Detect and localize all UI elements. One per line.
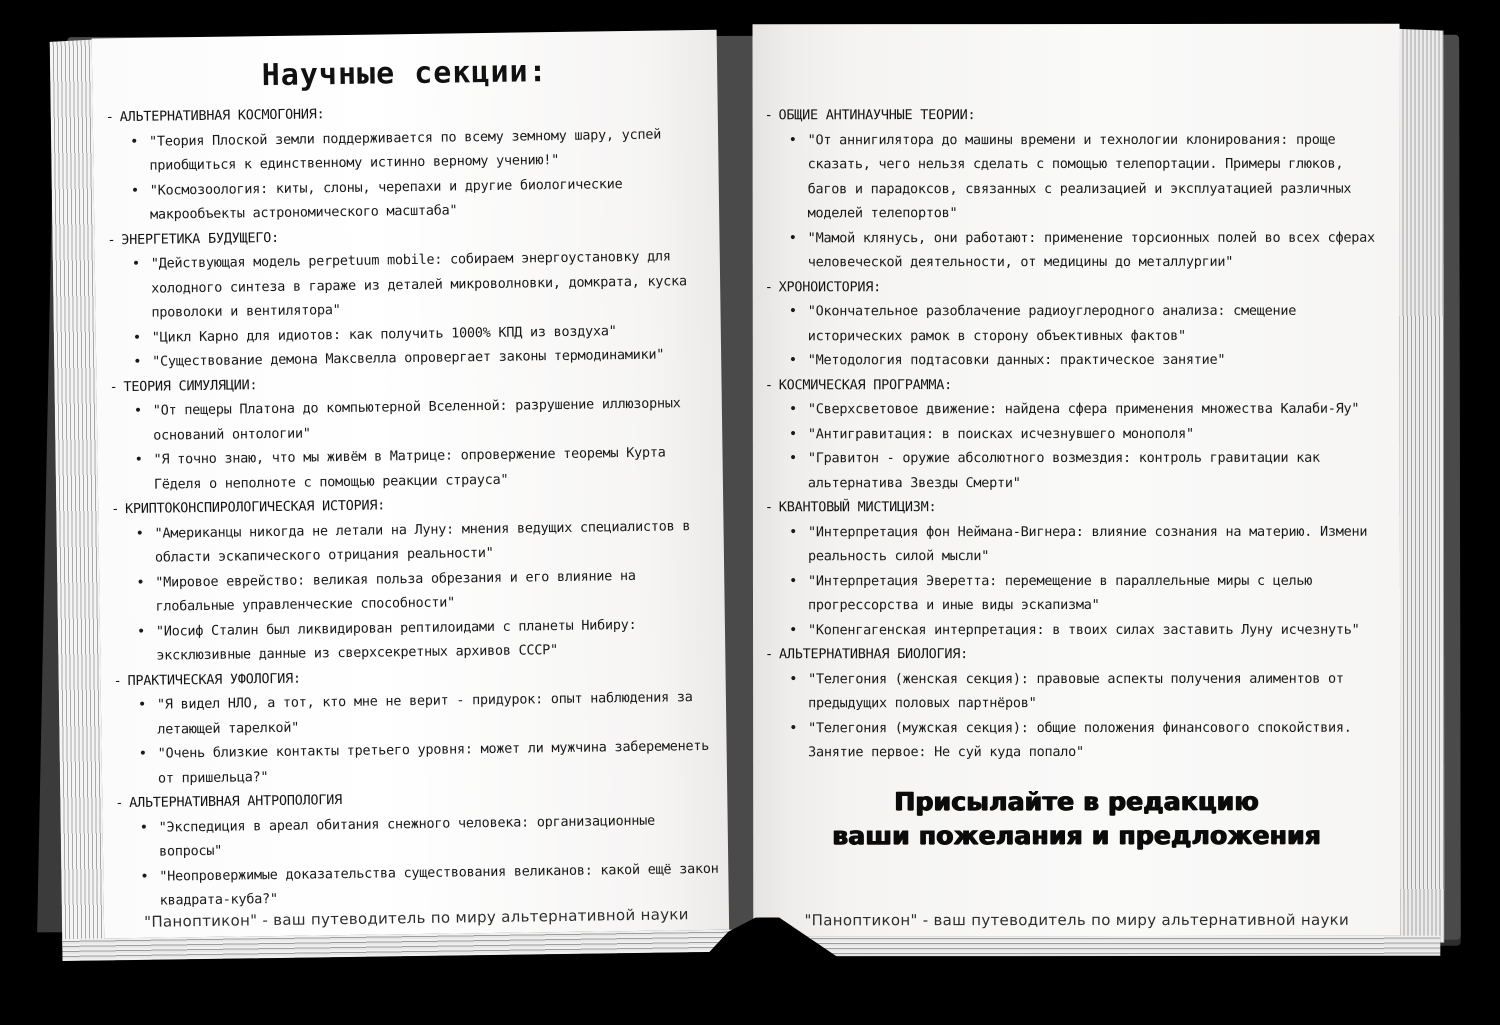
section-label [765, 103, 1390, 128]
call-to-action-line2: ваши пожелания и предложения [832, 820, 1322, 850]
section [109, 366, 717, 497]
section [765, 495, 1390, 643]
section-item-list [765, 127, 1390, 275]
section-label-text: ЭНЕРГЕТИКА БУДУЩЕГО: [121, 229, 280, 248]
page-title: Научные секции: [261, 54, 548, 94]
left-page-footer: "Паноптикон" - ваш путеводитель по миру альтернативной науки [144, 905, 689, 931]
section-item-list [765, 299, 1390, 373]
right-page-sections [752, 24, 1400, 765]
talk-item: • "Антигравитация: в поисках исчезнувшего монополя" [789, 421, 1390, 446]
talk-item: • "Очень близкие контакты третьего уровня: может ли мужчина забеременеть от пришельца?" [138, 734, 721, 791]
talk-item: • "Телегония (женская секция): правовые аспекты получения алиментов от предыдущих половых партнёров" [789, 666, 1390, 716]
section-label-text: ХРОНОИСТОРИЯ: [778, 278, 882, 295]
talk-item: • "Цикл Карно для идиотов: как получить 1000% КПД из воздуха" [133, 317, 715, 350]
section [765, 372, 1390, 495]
section-label-text: ОБЩИЕ АНТИНАУЧНЫЕ ТЕОРИИ: [778, 107, 976, 124]
section [113, 660, 721, 791]
open-book [39, 22, 1465, 976]
talk-item: • "От пещеры Платона до компьютерной Вселенной: разрушение иллюзорных оснований онтологии" [134, 391, 717, 448]
talk-item: • "Копенгагенская интерпретация: в твоих силах заставить Луну исчезнуть" [789, 617, 1390, 642]
section [765, 274, 1390, 373]
section-item-list [110, 391, 717, 497]
section-dash-marker: - [111, 501, 120, 518]
section-label [765, 274, 1390, 299]
section-dash-marker: - [764, 107, 773, 124]
section-label [765, 642, 1390, 667]
section-label [765, 372, 1390, 397]
section-item-list [116, 807, 723, 913]
page-edge-stack-bottom-right [755, 936, 1440, 957]
call-to-action [753, 784, 1400, 853]
section [115, 783, 723, 914]
talk-item: • "Интерпретация фон Неймана-Вигнера: влияние сознания на материю. Измени реальность силой мысли" [789, 519, 1390, 569]
talk-item: • "Гравитон - оружие абсолютного возмездия: контроль гравитации как альтернатива Звезды Смерти" [789, 446, 1390, 496]
section-dash-marker: - [764, 376, 773, 393]
section-label-text: ПРАКТИЧЕСКАЯ УФОЛОГИЯ: [127, 670, 301, 689]
page-edge-stack-bottom-left [62, 930, 733, 961]
section-item-list [765, 519, 1390, 642]
section-item-list [114, 685, 721, 791]
left-page-sections [92, 87, 728, 914]
section-label [765, 495, 1390, 520]
section-label-text: АЛЬТЕРНАТИВНАЯ КОСМОГОНИЯ: [119, 106, 325, 126]
section-dash-marker: - [115, 795, 124, 812]
call-to-action-line1: Присылайте в редакцию [894, 786, 1259, 816]
section-label-text: КРИПТОКОНСПИРОЛОГИЧЕСКАЯ ИСТОРИЯ: [125, 497, 386, 518]
section-label-text: АЛЬТЕРНАТИВНАЯ АНТРОПОЛОГИЯ [129, 792, 343, 812]
section [107, 219, 715, 374]
talk-item: • "Иосиф Сталин был ликвидирован рептилоидами с планеты Нибиру: эксклюзивные данные из сверхсекретных архивов СССР" [137, 611, 720, 668]
talk-item: • "Интерпретация Эверетта: перемещение в параллельные миры с целью прогрессорства и иные виды эскапизма" [789, 568, 1390, 618]
section-dash-marker: - [105, 109, 114, 126]
section [111, 489, 719, 669]
talk-item: • "Я точно знаю, что мы живём в Матрице: опровержение теоремы Курта Гёделя о неполноте с помощью реакции страуса" [134, 440, 717, 497]
talk-item: • "Американцы никогда не летали на Луну: мнения ведущих специалистов в области эскапического отрицания реальности" [135, 513, 718, 570]
talk-item: • "От аннигилятора до машины времени и технологии клонирования: проще сказать, чего нельзя сделать с помощью телепортации. Примеры глюков, багов и парадоксов, связанных с реализацией и эксплуатацией различных моделей телепортов" [789, 127, 1390, 226]
talk-item: • "Методология подтасовки данных: практическое занятие" [789, 348, 1390, 373]
section-dash-marker: - [764, 499, 773, 516]
section-dash-marker: - [107, 231, 116, 248]
talk-item: • "Окончательное разоблачение радиоуглеродного анализа: смещение исторических рамок в сторону объективных фактов" [789, 299, 1390, 349]
section-label-text: КОСМИЧЕСКАЯ ПРОГРАММА: [778, 376, 953, 393]
talk-item: • "Я видел НЛО, а тот, кто мне не верит - придурок: опыт наблюдения за летающей тарелкой" [138, 685, 721, 742]
talk-item: • "Сверхсветовое движение: найдена сфера применения множества Калаби-Яу" [789, 397, 1390, 422]
section-item-list [765, 397, 1390, 496]
talk-item: • "Мамой клянусь, они работают: применение торсионных полей во всех сферах человеческой деятельности, от медицины до металлургии" [789, 225, 1390, 275]
section-label-text: ТЕОРИЯ СИМУЛЯЦИИ: [123, 376, 258, 395]
talk-item: • "Неопровержимые доказательства существования великанов: какой ещё закон квадрата-куба?" [140, 856, 723, 913]
section-dash-marker: - [109, 378, 118, 395]
section [106, 97, 714, 228]
right-page [752, 24, 1400, 937]
right-page-footer: "Паноптикон" - ваш путеводитель по миру альтернативной науки [804, 910, 1350, 930]
section-dash-marker: - [765, 646, 773, 663]
section-dash-marker: - [113, 672, 122, 689]
page-edge-stack-right [1399, 29, 1444, 943]
talk-item: • "Существование демона Максвелла опровергает законы термодинамики" [133, 342, 715, 375]
section-item-list [765, 666, 1390, 765]
talk-item: • "Телегония (мужская секция): общие положения финансового спокойствия. Занятие первое: Не суй куда попало" [789, 715, 1390, 765]
section-item-list [111, 513, 719, 668]
section-item-list [106, 121, 713, 227]
section [765, 103, 1390, 275]
left-page [92, 30, 730, 939]
talk-item: • "Действующая модель perpetuum mobile: собираем энергоустановку для холодного синтеза в гараже из деталей микроволновки, домкрата, куска проволоки и вентилятора" [132, 244, 715, 326]
section [765, 642, 1390, 765]
section-item-list [108, 244, 716, 375]
talk-item: • "Космозоология: киты, слоны, черепахи и другие биологические макрообъекты астрономического масштаба" [131, 170, 714, 227]
section-label-text: АЛЬТЕРНАТИВНАЯ БИОЛОГИЯ: [778, 646, 969, 663]
talk-item: • "Мировое еврейство: великая польза обрезания и его влияние на глобальные управленческие способности" [136, 562, 719, 619]
talk-item: • "Теория Плоской земли поддерживается по всему земному шару, успей приобщиться к единственному истинно верному учению!" [130, 121, 713, 178]
section-label-text: КВАНТОВЫЙ МИСТИЦИЗМ: [778, 499, 937, 516]
section-dash-marker: - [764, 278, 773, 295]
talk-item: • "Экспедиция в ареал обитания снежного человека: организационные вопросы" [140, 807, 723, 864]
